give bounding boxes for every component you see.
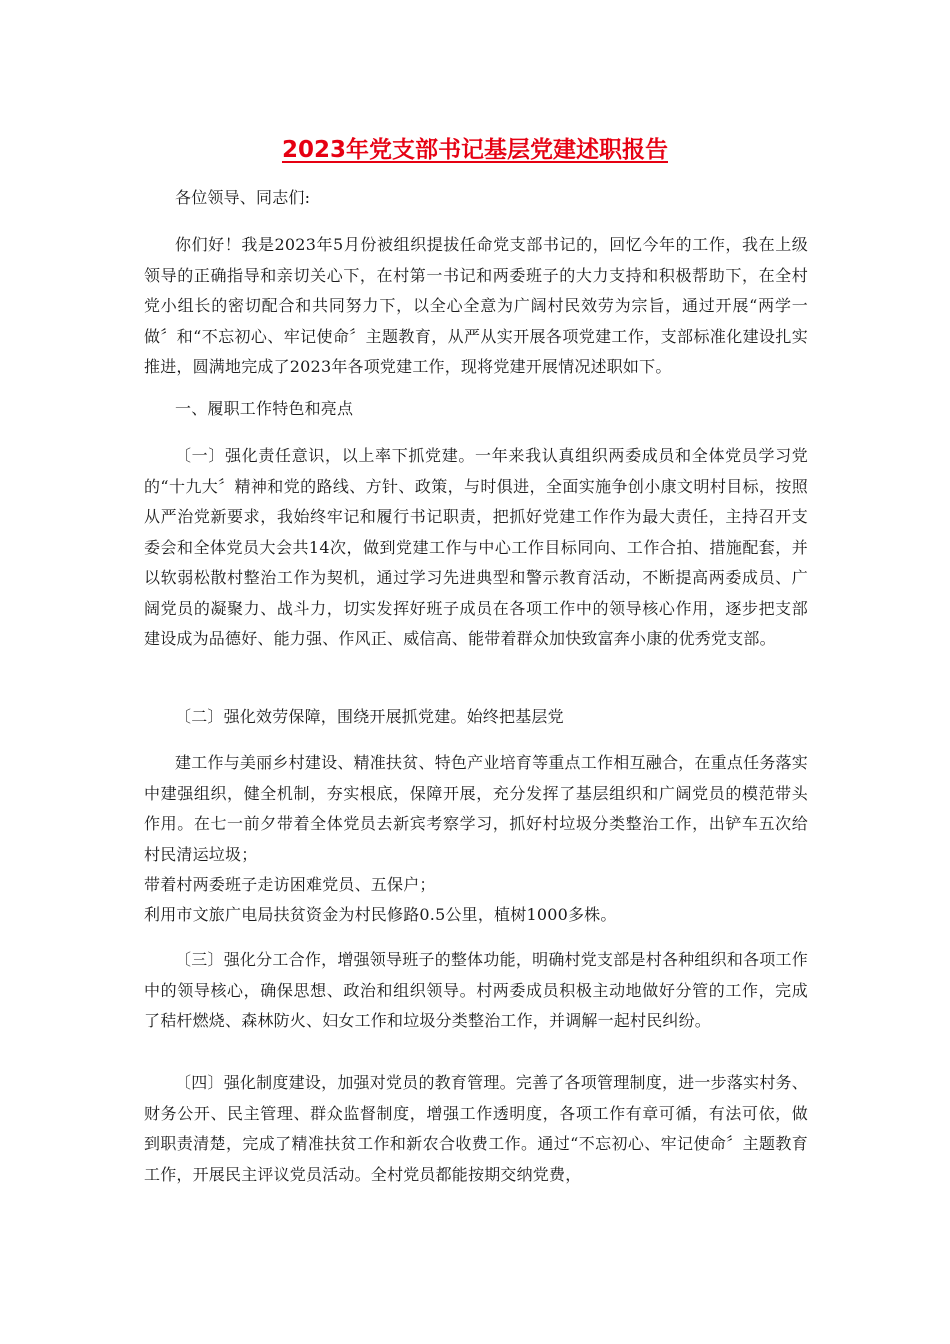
paragraph-item-2-heading: 〔二〕强化效劳保障，围绕开展抓党建。始终把基层党 [175,707,564,726]
paragraph-item-2-body: 建工作与美丽乡村建设、精准扶贫、特色产业培育等重点工作相互融合，在重点任务落实中建强组织，健全机制，夯实根底，保障开展，充分发挥了基层组织和广阔党员的模范带头作用。在七一前夕带着全体党员去新宾考察学习，抓好村垃圾分类整治工作，出铲车五次给村民清运垃圾； [144,753,808,864]
paragraph-item-2-line-2: 带着村两委班子走访困难党员、五保户； [144,875,436,894]
paragraph-item-4: 〔四〕强化制度建设，加强对党员的教育管理。完善了各项管理制度，进一步落实村务、财务公开、民主管理、群众监督制度，增强工作透明度，各项工作有章可循，有法可依，做到职责清楚，完成了精准扶贫工作和新农合收费工作。通过“不忘初心、牢记使命〞主题教育工作，开展民主评议党员活动。全村党员都能按期交纳党费， [144,1073,808,1184]
section-heading: 一、履职工作特色和亮点 [175,399,354,418]
paragraph-item-1: 〔一〕强化责任意识，以上率下抓党建。一年来我认真组织两委成员和全体党员学习党的“十九大〞精神和党的路线、方针、政策，与时俱进，全面实施争创小康文明村目标，按照从严治党新要求，我始终牢记和履行书记职责，把抓好党建工作作为最大责任，主持召开支委会和全体党员大会共14次，做到党建工作与中心工作目标同向、工作合拍、措施配套，并以软弱松散村整治工作为契机，通过学习先进典型和警示教育活动，不断提高两委成员、广阔党员的凝聚力、战斗力，切实发挥好班子成员在各项工作中的领导核心作用，逐步把支部建设成为品德好、能力强、作风正、威信高、能带着群众加快致富奔小康的优秀党支部。 [144,446,808,648]
document-title: 2023年党支部书记基层党建述职报告 [281,137,668,163]
intro-paragraph: 你们好！我是2023年5月份被组织提拔任命党支部书记的，回忆今年的工作，我在上级领导的正确指导和亲切关心下，在村第一书记和两委班子的大力支持和积极帮助下，在全村党小组长的密切配合和共同努力下，以全心全意为广阔村民效劳为宗旨，通过开展“两学一做〞和“不忘初心、牢记使命〞主题教育，从严从实开展各项党建工作，支部标准化建设扎实推进，圆满地完成了2023年各项党建工作，现将党建开展情况述职如下。 [144,235,808,376]
paragraph-item-2-line-3: 利用市文旅广电局扶贫资金为村民修路0.5公里，植树1000多株。 [144,905,617,924]
paragraph-item-3: 〔三〕强化分工合作，增强领导班子的整体功能，明确村党支部是村各种组织和各项工作中的领导核心，确保思想、政治和组织领导。村两委成员积极主动地做好分管的工作，完成了秸杆燃烧、森林防火、妇女工作和垃圾分类整治工作，并调解一起村民纠纷。 [144,950,808,1030]
salutation: 各位领导、同志们: [175,188,311,207]
